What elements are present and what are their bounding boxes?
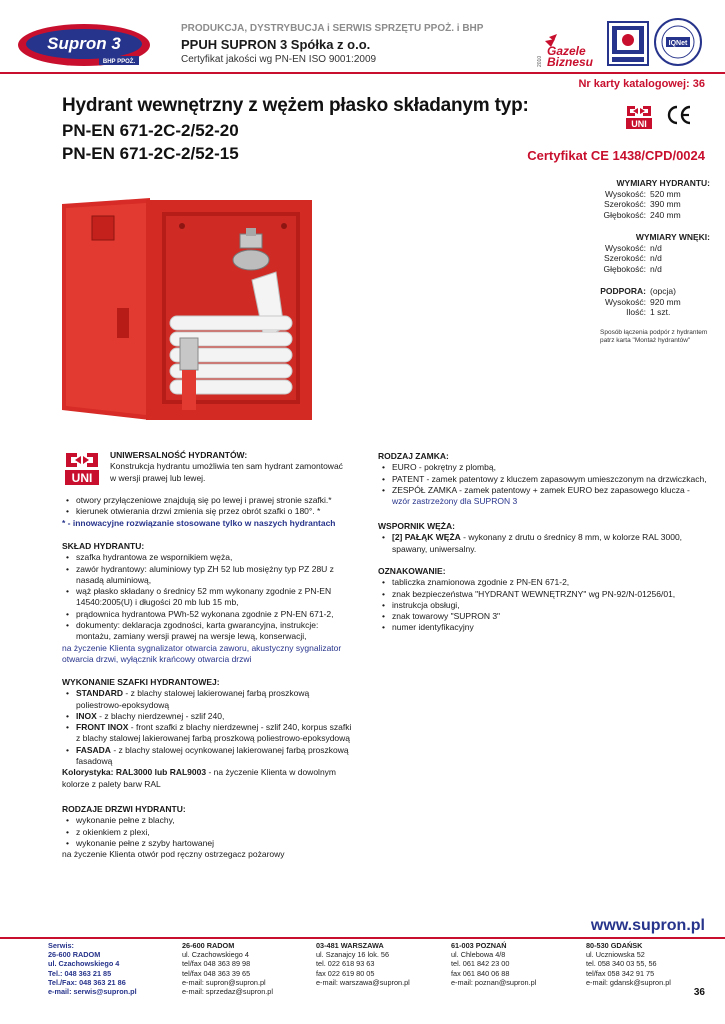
list-item: • [2] PAŁĄK WĘŻA - wykonany z drutu o średnicy 8 mm, w kolorze RAL 3000, spawany, uniwersalny. xyxy=(378,532,708,555)
list-item: • szafka hydrantowa ze wspornikiem węża, xyxy=(62,552,354,563)
catalog-number: Nr karty katalogowej: 36 xyxy=(578,78,705,90)
spec-row: Wysokość: n/d xyxy=(604,242,662,253)
website-link[interactable]: www.supron.pl xyxy=(590,917,705,934)
product-title: Hydrant wewnętrzny z wężem płasko składanym typ: xyxy=(62,95,529,116)
list-item: • otwory przyłączeniowe znajdują się po lewej i prawej stronie szafki.* xyxy=(62,495,357,506)
svg-text:IQNet: IQNet xyxy=(668,40,688,47)
list-item: • INOX - z blachy nierdzewnej - szlif 240, xyxy=(62,711,354,722)
supron3-logo xyxy=(17,23,151,67)
uni-icon xyxy=(623,104,655,130)
spec-wneka-heading: WYMIARY WNĘKI: xyxy=(635,232,710,242)
wspornik-heading: WSPORNIK WĘŻA: xyxy=(378,521,455,531)
list-item: • prądownica hydrantowa PWh-52 wykonana zgodnie z PN-EN 671-2, xyxy=(62,609,354,620)
szafki-section xyxy=(62,677,354,790)
oznakowanie-heading: OZNAKOWANIE: xyxy=(378,566,446,576)
quality-certificate: Certyfikat jakości wg PN-EN ISO 9001:2009 xyxy=(181,54,377,65)
list-item: • STANDARD - z blachy stalowej lakierowanej farbą proszkową poliestrowo-epoksydową xyxy=(62,688,354,711)
footer-warszawa: 03-481 WARSZAWA ul. Szanajcy 16 lok. 56 tel. 022 618 93 63 fax 022 619 80 05 e-mail: warszawa@supron.pl xyxy=(316,941,410,987)
spec-row: Szerokość: n/d xyxy=(603,253,662,263)
wspornik-section xyxy=(378,521,708,555)
spec-row: Wysokość: 520 mm xyxy=(604,188,681,199)
list-item: • znak towarowy "SUPRON 3" xyxy=(378,611,708,622)
header-divider xyxy=(0,72,725,74)
list-item: • PATENT - zamek patentowy z kluczem zapasowym umieszczonym na drzwiczkach, xyxy=(378,474,708,485)
sklad-section xyxy=(62,541,354,665)
footer-divider xyxy=(0,937,725,939)
hydrant-cabinet-image xyxy=(62,198,312,420)
quality-cert-badge-icon xyxy=(607,21,649,66)
list-item: • wykonanie pełne z blachy, xyxy=(62,815,354,826)
uni-icon xyxy=(62,451,102,487)
gazele-biznesu-logo xyxy=(535,33,597,69)
spec-row: Wysokość: 920 mm xyxy=(604,296,681,307)
spec-row: Głębokość: n/d xyxy=(603,263,662,274)
list-item: • EURO - pokrętny z plombą, xyxy=(378,462,708,473)
drzwi-section xyxy=(62,804,354,860)
drzwi-option: na życzenie Klienta otwór pod ręczny ostrzegacz pożarowy xyxy=(62,849,285,860)
list-item: • z okienkiem z plexi, xyxy=(62,827,354,838)
spec-row: Szerokość: 390 mm xyxy=(603,199,681,209)
uni-heading: UNIWERSALNOŚĆ HYDRANTÓW: xyxy=(110,450,248,460)
footer-radom: 26-600 RADOM ul. Czachowskiego 4 tel/fax 048 363 89 98 tel/fax 048 363 39 65 e-mail: supron@supron.pl e-mail: sprzedaz@supron.pl xyxy=(182,941,273,997)
svg-text:2010: 2010 xyxy=(537,55,543,67)
spec-note: Sposób łączenia podpór z hydrantem patrz karta "Montaż hydrantów" xyxy=(600,329,708,344)
list-item: • numer identyfikacyjny xyxy=(378,622,708,633)
logo-text: Supron 3 xyxy=(47,34,121,53)
spec-hydrant xyxy=(600,178,710,220)
svg-text:UNI: UNI xyxy=(71,471,93,485)
ce-mark-icon xyxy=(665,104,693,126)
kolorystyka: Kolorystyka: RAL3000 lub RAL9003 - na życzenie Klienta w dowolnym kolorze z palety barw RAL xyxy=(62,767,336,789)
footer-serwis: Serwis: 26-600 RADOM ul. Czachowskiego 4 Tel.: 048 363 21 85 Tel./Fax: 048 363 21 86 e-mail: serwis@supron.pl xyxy=(48,941,137,997)
spec-hydrant-heading: WYMIARY HYDRANTU: xyxy=(616,178,710,188)
page-number: 36 xyxy=(693,987,705,998)
list-item: • wąż płasko składany o średnicy 52 mm wykonany zgodnie z PN-EN 14540:2005(U) i długości 20 mb lub 15 mb, xyxy=(62,586,354,609)
innovation-footnote: * - innowacyjne rozwiązanie stosowane tylko w naszych hydrantach xyxy=(62,517,336,528)
iqnet-badge-icon xyxy=(654,18,702,66)
zamka-heading: RODZAJ ZAMKA: xyxy=(378,451,449,461)
list-item: • FRONT INOX - front szafki z blachy nierdzewnej - szlif 240, korpus szafki z blachy stalowej lakierowanej farbą proszkową poliestrowo-epoksydową xyxy=(62,722,354,745)
sklad-options: na życzenie Klienta sygnalizator otwarcia zaworu, akustyczny sygnalizator otwarcia drzwi, wyłącznik krańcowy otwarcia drzwi xyxy=(62,642,342,664)
list-item: • dokumenty: deklaracja zgodności, karta gwarancyjna, instrukcje: montażu, zamiany wersji prawej na wersje lewą, konserwacji, xyxy=(62,620,354,643)
svg-text:Gazele: Gazele xyxy=(547,44,586,58)
list-item: • kierunek otwierania drzwi zmienia się przez obrót szafki o 180°. * xyxy=(62,506,357,517)
list-item: • ZESPÓŁ ZAMKA - zamek patentowy + zamek EURO bez zapasowego klucza - wzór zastrzeżony dla SUPRON 3 xyxy=(378,485,708,508)
zamka-section xyxy=(378,451,708,507)
list-item: • instrukcja obsługi, xyxy=(378,600,708,611)
spec-podpora-heading-row: PODPORA: (opcja) xyxy=(600,286,676,296)
product-type-20: PN-EN 671-2C-2/52-20 xyxy=(62,121,239,140)
logo-subtext: BHP PPOŻ. xyxy=(102,59,136,65)
spec-row: Ilość: 1 szt. xyxy=(626,307,671,317)
list-item: • tabliczka znamionowa zgodnie z PN-EN 671-2, xyxy=(378,577,708,588)
footer-poznan: 61-003 POZNAŃ ul. Chlebowa 4/8 tel. 061 842 23 00 fax 061 840 06 88 e-mail: poznan@supron.pl xyxy=(451,941,537,987)
list-item: • zawór hydrantowy: aluminiowy typ ZH 52 lub mosiężny typ PZ 28U z nasadą aluminiową, xyxy=(62,564,354,587)
list-item: • FASADA - z blachy stalowej ocynkowanej lakierowanej farbą proszkową fasadową xyxy=(62,745,354,768)
spec-row: Głębokość: 240 mm xyxy=(603,209,681,220)
oznakowanie-section xyxy=(378,566,708,634)
sklad-heading: SKŁAD HYDRANTU: xyxy=(62,541,145,551)
ce-certificate: Certyfikat CE 1438/CPD/0024 xyxy=(527,148,705,163)
szafki-heading: WYKONANIE SZAFKI HYDRANTOWEJ: xyxy=(62,677,220,687)
list-item: • wykonanie pełne z szyby hartowanej xyxy=(62,838,354,849)
uni-list-block xyxy=(62,495,357,529)
svg-text:Biznesu: Biznesu xyxy=(547,55,594,69)
list-item: • znak bezpieczeństwa "HYDRANT WEWNĘTRZNY" wg PN-92/N-01256/01, xyxy=(378,589,708,600)
product-type-15: PN-EN 671-2C-2/52-15 xyxy=(62,144,239,163)
drzwi-heading: RODZAJE DRZWI HYDRANTU: xyxy=(62,804,186,814)
uni-intro xyxy=(110,450,350,484)
spec-wneka xyxy=(600,232,710,274)
header-tagline: PRODUKCJA, DYSTRYBUCJA i SERWIS SPRZĘTU PPOŻ. i BHP xyxy=(181,23,484,34)
uni-text: Konstrukcja hydrantu umożliwia ten sam hydrant zamontować w wersji prawej lub lewej. xyxy=(110,461,343,483)
svg-text:UNI: UNI xyxy=(631,119,647,129)
spec-podpora xyxy=(600,286,710,318)
footer-gdansk: 80-530 GDAŃSK ul. Uczniowska 52 tel. 058 340 03 55, 56 tel/fax 058 342 91 75 e-mail: gdansk@supron.pl xyxy=(586,941,671,987)
company-name: PPUH SUPRON 3 Spółka z o.o. xyxy=(181,37,371,52)
